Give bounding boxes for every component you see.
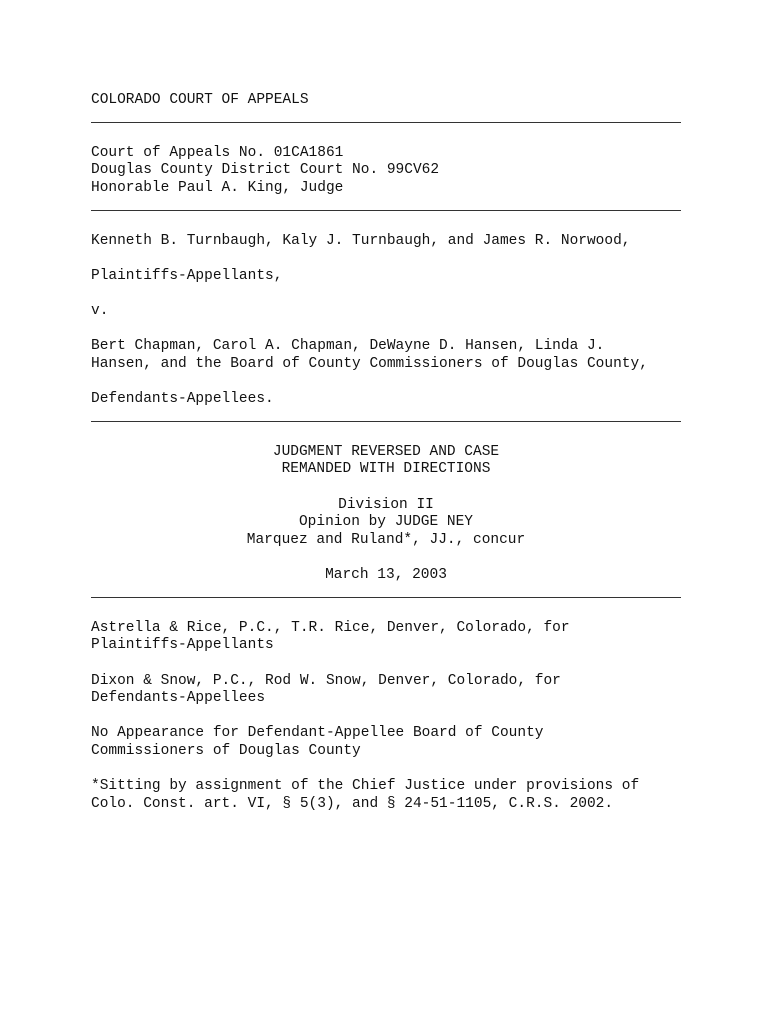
no-appearance-line1: No Appearance for Defendant-Appellee Board of County bbox=[91, 725, 544, 742]
defendants-counsel-line1: Dixon & Snow, P.C., Rod W. Snow, Denver, Colorado, for bbox=[91, 672, 561, 689]
divider-rule bbox=[91, 585, 681, 603]
divider-rule bbox=[91, 198, 681, 216]
divider-rule bbox=[91, 110, 681, 128]
footnote-line1: *Sitting by assignment of the Chief Justice under provisions of bbox=[91, 778, 640, 795]
versus: v. bbox=[91, 303, 109, 320]
defendants-counsel-line2: Defendants-Appellees bbox=[91, 690, 266, 707]
disposition-line1: JUDGMENT REVERSED AND CASE bbox=[272, 443, 500, 460]
disposition-line2: REMANDED WITH DIRECTIONS bbox=[281, 461, 491, 478]
plaintiffs-names: Kenneth B. Turnbaugh, Kaly J. Turnbaugh, and James R. Norwood, bbox=[91, 232, 631, 249]
district-case-number: Douglas County District Court No. 99CV62 bbox=[91, 162, 440, 179]
defendants-role: Defendants-Appellees. bbox=[91, 391, 274, 408]
decision-date: March 13, 2003 bbox=[325, 567, 447, 584]
trial-judge: Honorable Paul A. King, Judge bbox=[91, 179, 344, 196]
defendants-names-line2: Hansen, and the Board of County Commissioners of Douglas County, bbox=[91, 355, 648, 372]
concurring-judges: Marquez and Ruland*, JJ., concur bbox=[246, 531, 526, 548]
division: Division II bbox=[338, 496, 434, 513]
court-name: COLORADO COURT OF APPEALS bbox=[91, 92, 309, 108]
no-appearance-line2: Commissioners of Douglas County bbox=[91, 742, 361, 759]
footnote-line2: Colo. Const. art. VI, § 5(3), and § 24-51-1105, C.R.S. 2002. bbox=[91, 795, 614, 812]
plaintiffs-counsel-line1: Astrella & Rice, P.C., T.R. Rice, Denver, Colorado, for bbox=[91, 619, 570, 636]
appeals-case-number: Court of Appeals No. 01CA1861 bbox=[91, 144, 344, 161]
plaintiffs-counsel-line2: Plaintiffs-Appellants bbox=[91, 637, 274, 654]
divider-rule bbox=[91, 409, 681, 427]
opinion-caption-page bbox=[91, 92, 681, 813]
defendants-names-line1: Bert Chapman, Carol A. Chapman, DeWayne D. Hansen, Linda J. bbox=[91, 338, 605, 355]
opinion-author: Opinion by JUDGE NEY bbox=[298, 514, 474, 531]
plaintiffs-role: Plaintiffs-Appellants, bbox=[91, 267, 283, 284]
